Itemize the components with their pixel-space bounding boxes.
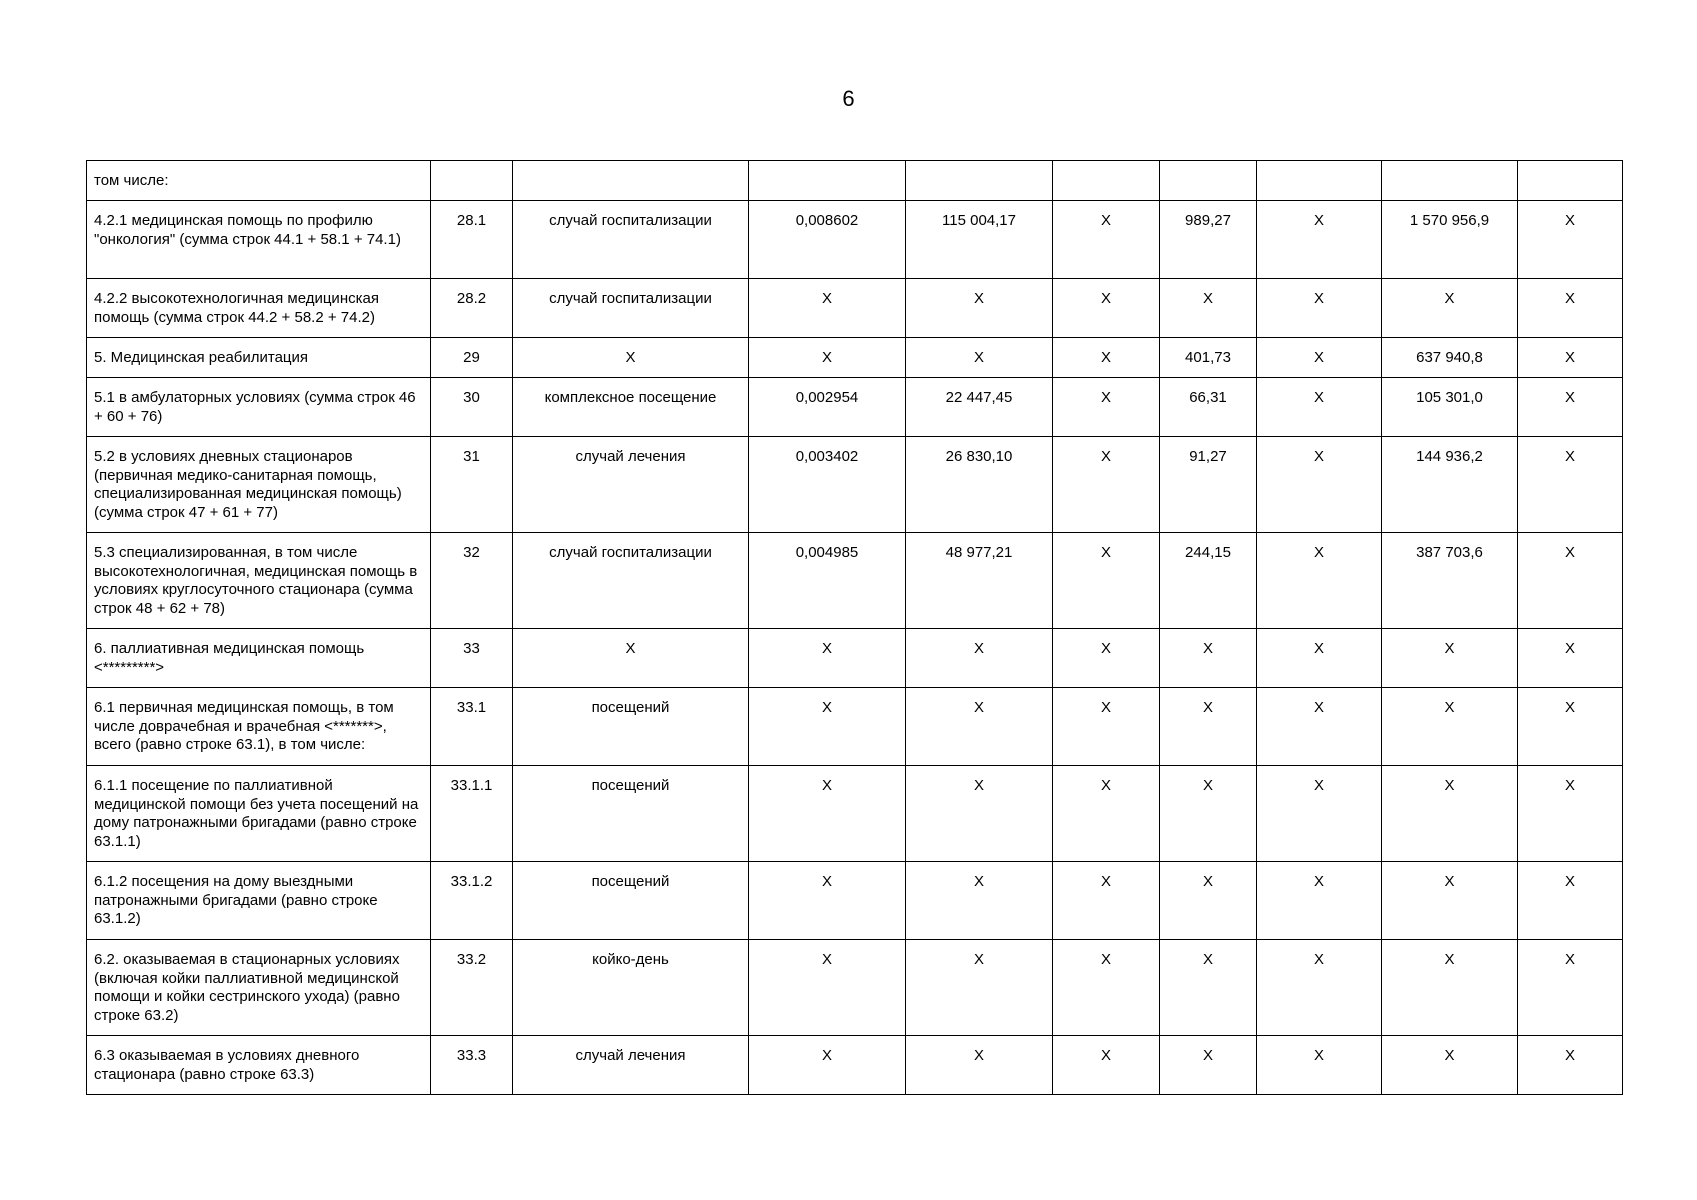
value-cell: X bbox=[1382, 629, 1518, 688]
value-cell: X bbox=[906, 688, 1053, 766]
value-cell: 26 830,10 bbox=[906, 437, 1053, 533]
row-name-cell: 5.3 специализированная, в том числе высокотехнологичная, медицинская помощь в условиях круглосуточного стационара (сумма строк 48 + 62 + 78) bbox=[87, 533, 431, 629]
value-cell: X bbox=[906, 862, 1053, 940]
row-name-cell: 6.2. оказываемая в стационарных условиях (включая койки паллиативной медицинской помощи и койки сестринского ухода) (равно строке 63.2) bbox=[87, 940, 431, 1036]
value-cell: X bbox=[1160, 940, 1257, 1036]
value-cell bbox=[906, 161, 1053, 201]
value-cell: X bbox=[749, 629, 906, 688]
value-cell: X bbox=[1382, 862, 1518, 940]
value-cell: X bbox=[1257, 533, 1382, 629]
row-name-cell: 5. Медицинская реабилитация bbox=[87, 338, 431, 378]
value-cell: X bbox=[749, 338, 906, 378]
value-cell: X bbox=[1053, 940, 1160, 1036]
value-cell: X bbox=[1257, 279, 1382, 338]
value-cell: X bbox=[906, 629, 1053, 688]
value-cell: X bbox=[1160, 1036, 1257, 1095]
value-cell bbox=[1257, 161, 1382, 201]
unit-cell: случай госпитализации bbox=[513, 533, 749, 629]
value-cell: 989,27 bbox=[1160, 201, 1257, 279]
data-table bbox=[86, 160, 1623, 1095]
value-cell: 91,27 bbox=[1160, 437, 1257, 533]
value-cell: X bbox=[1160, 688, 1257, 766]
unit-cell: случай госпитализации bbox=[513, 201, 749, 279]
row-number-cell: 33 bbox=[431, 629, 513, 688]
value-cell: X bbox=[1160, 629, 1257, 688]
page-number: 6 bbox=[842, 86, 855, 111]
value-cell: 66,31 bbox=[1160, 378, 1257, 437]
value-cell: X bbox=[1053, 533, 1160, 629]
value-cell: X bbox=[1257, 688, 1382, 766]
value-cell: 637 940,8 bbox=[1382, 338, 1518, 378]
row-name-cell: 6.1.1 посещение по паллиативной медицинской помощи без учета посещений на дому патронажными бригадами (равно строке 63.1.1) bbox=[87, 766, 431, 862]
value-cell: X bbox=[749, 688, 906, 766]
value-cell: X bbox=[1053, 279, 1160, 338]
table-row bbox=[87, 940, 1623, 1036]
table-row bbox=[87, 161, 1623, 201]
value-cell: 0,002954 bbox=[749, 378, 906, 437]
unit-cell: X bbox=[513, 338, 749, 378]
value-cell: 401,73 bbox=[1160, 338, 1257, 378]
value-cell: X bbox=[1257, 378, 1382, 437]
unit-cell: случай госпитализации bbox=[513, 279, 749, 338]
value-cell: X bbox=[1053, 862, 1160, 940]
value-cell bbox=[749, 161, 906, 201]
value-cell: X bbox=[1257, 338, 1382, 378]
row-number-cell: 30 bbox=[431, 378, 513, 437]
value-cell: X bbox=[1053, 201, 1160, 279]
unit-cell: посещений bbox=[513, 766, 749, 862]
value-cell: X bbox=[1257, 1036, 1382, 1095]
row-number-cell: 33.2 bbox=[431, 940, 513, 1036]
value-cell: X bbox=[1382, 688, 1518, 766]
unit-cell: койко-день bbox=[513, 940, 749, 1036]
value-cell: 22 447,45 bbox=[906, 378, 1053, 437]
value-cell: 105 301,0 bbox=[1382, 378, 1518, 437]
value-cell: X bbox=[1053, 688, 1160, 766]
table-row bbox=[87, 279, 1623, 338]
value-cell: X bbox=[1257, 862, 1382, 940]
value-cell: X bbox=[1053, 766, 1160, 862]
value-cell: X bbox=[1160, 279, 1257, 338]
value-cell: X bbox=[1382, 279, 1518, 338]
value-cell: X bbox=[1053, 378, 1160, 437]
unit-cell: X bbox=[513, 629, 749, 688]
value-cell: X bbox=[906, 279, 1053, 338]
row-number-cell: 33.1.1 bbox=[431, 766, 513, 862]
value-cell: X bbox=[1518, 437, 1623, 533]
value-cell: 0,003402 bbox=[749, 437, 906, 533]
value-cell: X bbox=[1382, 940, 1518, 1036]
row-name-cell: 6.1.2 посещения на дому выездными патронажными бригадами (равно строке 63.1.2) bbox=[87, 862, 431, 940]
table-row bbox=[87, 766, 1623, 862]
value-cell: X bbox=[749, 279, 906, 338]
table-row bbox=[87, 533, 1623, 629]
value-cell: X bbox=[749, 766, 906, 862]
row-number-cell: 33.1.2 bbox=[431, 862, 513, 940]
value-cell: X bbox=[906, 940, 1053, 1036]
value-cell: X bbox=[1518, 378, 1623, 437]
value-cell: X bbox=[1518, 629, 1623, 688]
table-row bbox=[87, 862, 1623, 940]
value-cell: 0,008602 bbox=[749, 201, 906, 279]
value-cell: X bbox=[749, 862, 906, 940]
unit-cell: случай лечения bbox=[513, 1036, 749, 1095]
row-name-cell: 4.2.2 высокотехнологичная медицинская помощь (сумма строк 44.2 + 58.2 + 74.2) bbox=[87, 279, 431, 338]
table-row bbox=[87, 378, 1623, 437]
value-cell: X bbox=[1257, 940, 1382, 1036]
value-cell: X bbox=[1518, 766, 1623, 862]
value-cell: X bbox=[1518, 279, 1623, 338]
row-number-cell: 33.3 bbox=[431, 1036, 513, 1095]
value-cell bbox=[1053, 161, 1160, 201]
unit-cell: посещений bbox=[513, 862, 749, 940]
unit-cell bbox=[513, 161, 749, 201]
value-cell: X bbox=[749, 940, 906, 1036]
unit-cell: комплексное посещение bbox=[513, 378, 749, 437]
row-name-cell: 5.2 в условиях дневных стационаров (первичная медико-санитарная помощь, специализированная медицинская помощь) (сумма строк 47 + 61 + 77) bbox=[87, 437, 431, 533]
row-number-cell: 31 bbox=[431, 437, 513, 533]
value-cell: X bbox=[1518, 1036, 1623, 1095]
value-cell: X bbox=[1257, 766, 1382, 862]
row-number-cell: 28.2 bbox=[431, 279, 513, 338]
row-number-cell bbox=[431, 161, 513, 201]
value-cell: 48 977,21 bbox=[906, 533, 1053, 629]
table-row bbox=[87, 201, 1623, 279]
value-cell: X bbox=[1382, 766, 1518, 862]
value-cell: X bbox=[1257, 201, 1382, 279]
value-cell bbox=[1518, 161, 1623, 201]
value-cell: X bbox=[906, 1036, 1053, 1095]
value-cell: 115 004,17 bbox=[906, 201, 1053, 279]
row-name-cell: том числе: bbox=[87, 161, 431, 201]
value-cell: 0,004985 bbox=[749, 533, 906, 629]
value-cell: X bbox=[1518, 940, 1623, 1036]
value-cell: X bbox=[1518, 533, 1623, 629]
value-cell: X bbox=[1257, 629, 1382, 688]
value-cell: 244,15 bbox=[1160, 533, 1257, 629]
value-cell: 144 936,2 bbox=[1382, 437, 1518, 533]
value-cell: X bbox=[749, 1036, 906, 1095]
value-cell: X bbox=[1257, 437, 1382, 533]
value-cell: X bbox=[906, 338, 1053, 378]
row-number-cell: 33.1 bbox=[431, 688, 513, 766]
table-row bbox=[87, 437, 1623, 533]
value-cell bbox=[1382, 161, 1518, 201]
unit-cell: случай лечения bbox=[513, 437, 749, 533]
value-cell: 387 703,6 bbox=[1382, 533, 1518, 629]
row-name-cell: 6.1 первичная медицинская помощь, в том числе доврачебная и врачебная <*******>, всего (равно строке 63.1), в том числе: bbox=[87, 688, 431, 766]
value-cell: 1 570 956,9 bbox=[1382, 201, 1518, 279]
value-cell: X bbox=[906, 766, 1053, 862]
row-name-cell: 4.2.1 медицинская помощь по профилю "онкология" (сумма строк 44.1 + 58.1 + 74.1) bbox=[87, 201, 431, 279]
value-cell: X bbox=[1518, 862, 1623, 940]
value-cell: X bbox=[1518, 338, 1623, 378]
table-row bbox=[87, 1036, 1623, 1095]
value-cell bbox=[1160, 161, 1257, 201]
value-cell: X bbox=[1053, 338, 1160, 378]
table-row bbox=[87, 338, 1623, 378]
value-cell: X bbox=[1053, 629, 1160, 688]
row-name-cell: 6.3 оказываемая в условиях дневного стационара (равно строке 63.3) bbox=[87, 1036, 431, 1095]
table-row bbox=[87, 688, 1623, 766]
value-cell: X bbox=[1518, 688, 1623, 766]
row-number-cell: 28.1 bbox=[431, 201, 513, 279]
row-number-cell: 32 bbox=[431, 533, 513, 629]
value-cell: X bbox=[1518, 201, 1623, 279]
table-row bbox=[87, 629, 1623, 688]
value-cell: X bbox=[1382, 1036, 1518, 1095]
row-name-cell: 6. паллиативная медицинская помощь <*********> bbox=[87, 629, 431, 688]
value-cell: X bbox=[1160, 766, 1257, 862]
value-cell: X bbox=[1053, 437, 1160, 533]
value-cell: X bbox=[1160, 862, 1257, 940]
unit-cell: посещений bbox=[513, 688, 749, 766]
row-name-cell: 5.1 в амбулаторных условиях (сумма строк 46 + 60 + 76) bbox=[87, 378, 431, 437]
row-number-cell: 29 bbox=[431, 338, 513, 378]
value-cell: X bbox=[1053, 1036, 1160, 1095]
